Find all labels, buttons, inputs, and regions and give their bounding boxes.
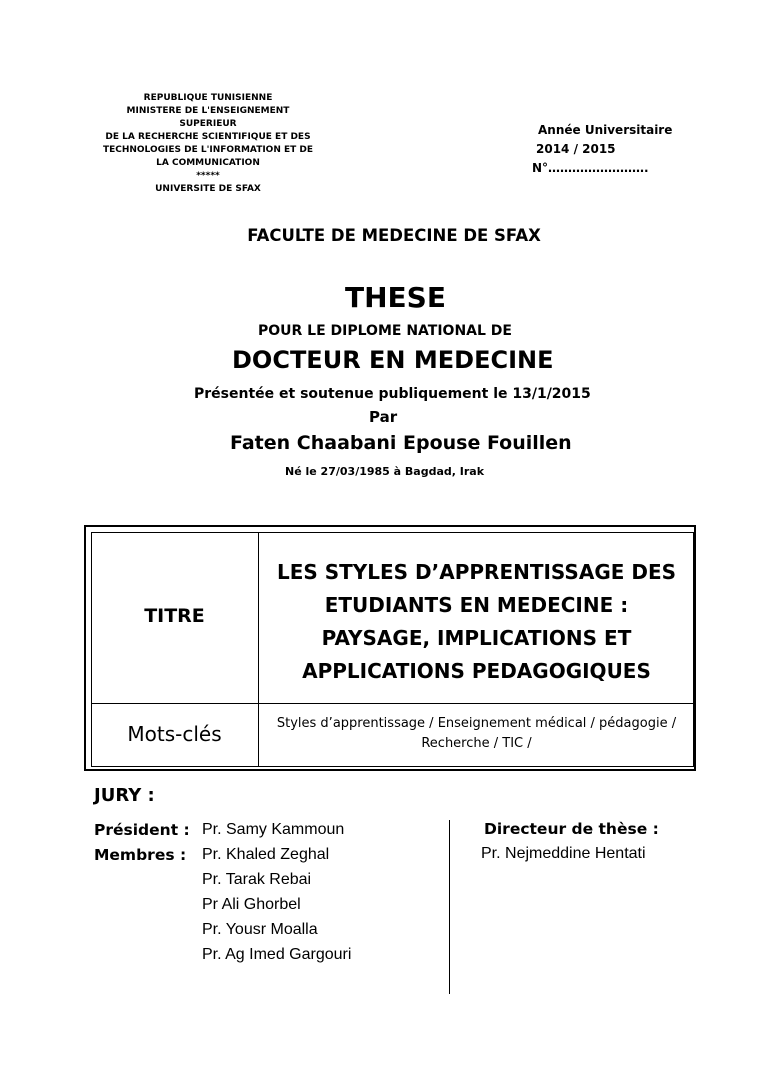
thesis-title-line: ETUDIANTS EN MEDECINE :	[324, 593, 629, 617]
thesis-title-line: LES STYLES D’APPRENTISSAGE DES	[276, 560, 677, 584]
header-line: *****	[196, 171, 220, 181]
members-label: Membres :	[94, 846, 187, 864]
academic-year-label: Année Universitaire	[538, 123, 673, 137]
these-title: THESE	[345, 281, 446, 314]
keywords-line: Recherche / TIC /	[421, 736, 532, 751]
header-line: DE LA RECHERCHE SCIENTIFIQUE ET DES	[105, 132, 311, 142]
jury-separator	[449, 820, 450, 994]
header-line: MINISTERE DE L'ENSEIGNEMENT	[126, 106, 290, 116]
header-line: REPUBLIQUE TUNISIENNE	[143, 93, 273, 103]
academic-year-block	[532, 121, 692, 178]
keywords	[259, 714, 694, 754]
member-name: Pr. Yousr Moalla	[202, 921, 318, 938]
jury-heading: JURY :	[94, 785, 155, 806]
titre-label: TITRE	[144, 605, 205, 627]
institution-header	[92, 92, 324, 196]
academic-year-value: 2014 / 2015	[536, 142, 616, 156]
director-name: Pr. Nejmeddine Hentati	[481, 845, 646, 862]
author-birth: Né le 27/03/1985 à Bagdad, Irak	[285, 465, 485, 478]
member-name: Pr Ali Ghorbel	[202, 896, 301, 913]
header-line: TECHNOLOGIES DE L'INFORMATION ET DE	[102, 145, 314, 155]
member-name: Pr. Tarak Rebai	[202, 871, 312, 888]
diploma-line: POUR LE DIPLOME NATIONAL DE	[258, 323, 512, 339]
director-label: Directeur de thèse :	[484, 820, 659, 838]
president-label: Président :	[94, 821, 190, 839]
thesis-number: N°…………………….	[532, 161, 649, 175]
thesis-title-line: APPLICATIONS PEDAGOGIQUES	[302, 659, 651, 683]
header-line: SUPERIEUR	[179, 119, 237, 129]
member-name: Pr. Ag Imed Gargouri	[202, 946, 352, 963]
author-name: Faten Chaabani Epouse Fouillen	[230, 432, 572, 454]
header-line: UNIVERSITE DE SFAX	[155, 184, 261, 194]
degree-title: DOCTEUR EN MEDECINE	[232, 346, 554, 374]
thesis-title	[259, 556, 694, 688]
president-name: Pr. Samy Kammoun	[202, 821, 345, 838]
member-name: Pr. Khaled Zeghal	[202, 846, 330, 863]
keywords-line: Styles d’apprentissage / Enseignement médical / pédagogie /	[276, 716, 677, 731]
table-divider-horizontal	[91, 703, 694, 704]
thesis-title-line: PAYSAGE, IMPLICATIONS ET	[321, 626, 632, 650]
keywords-label: Mots-clés	[127, 722, 222, 746]
header-line: LA COMMUNICATION	[156, 158, 260, 168]
defense-date: Présentée et soutenue publiquement le 13/1/2015	[194, 386, 591, 402]
par-label: Par	[369, 408, 398, 426]
faculty-name: FACULTE DE MEDECINE DE SFAX	[247, 226, 541, 245]
